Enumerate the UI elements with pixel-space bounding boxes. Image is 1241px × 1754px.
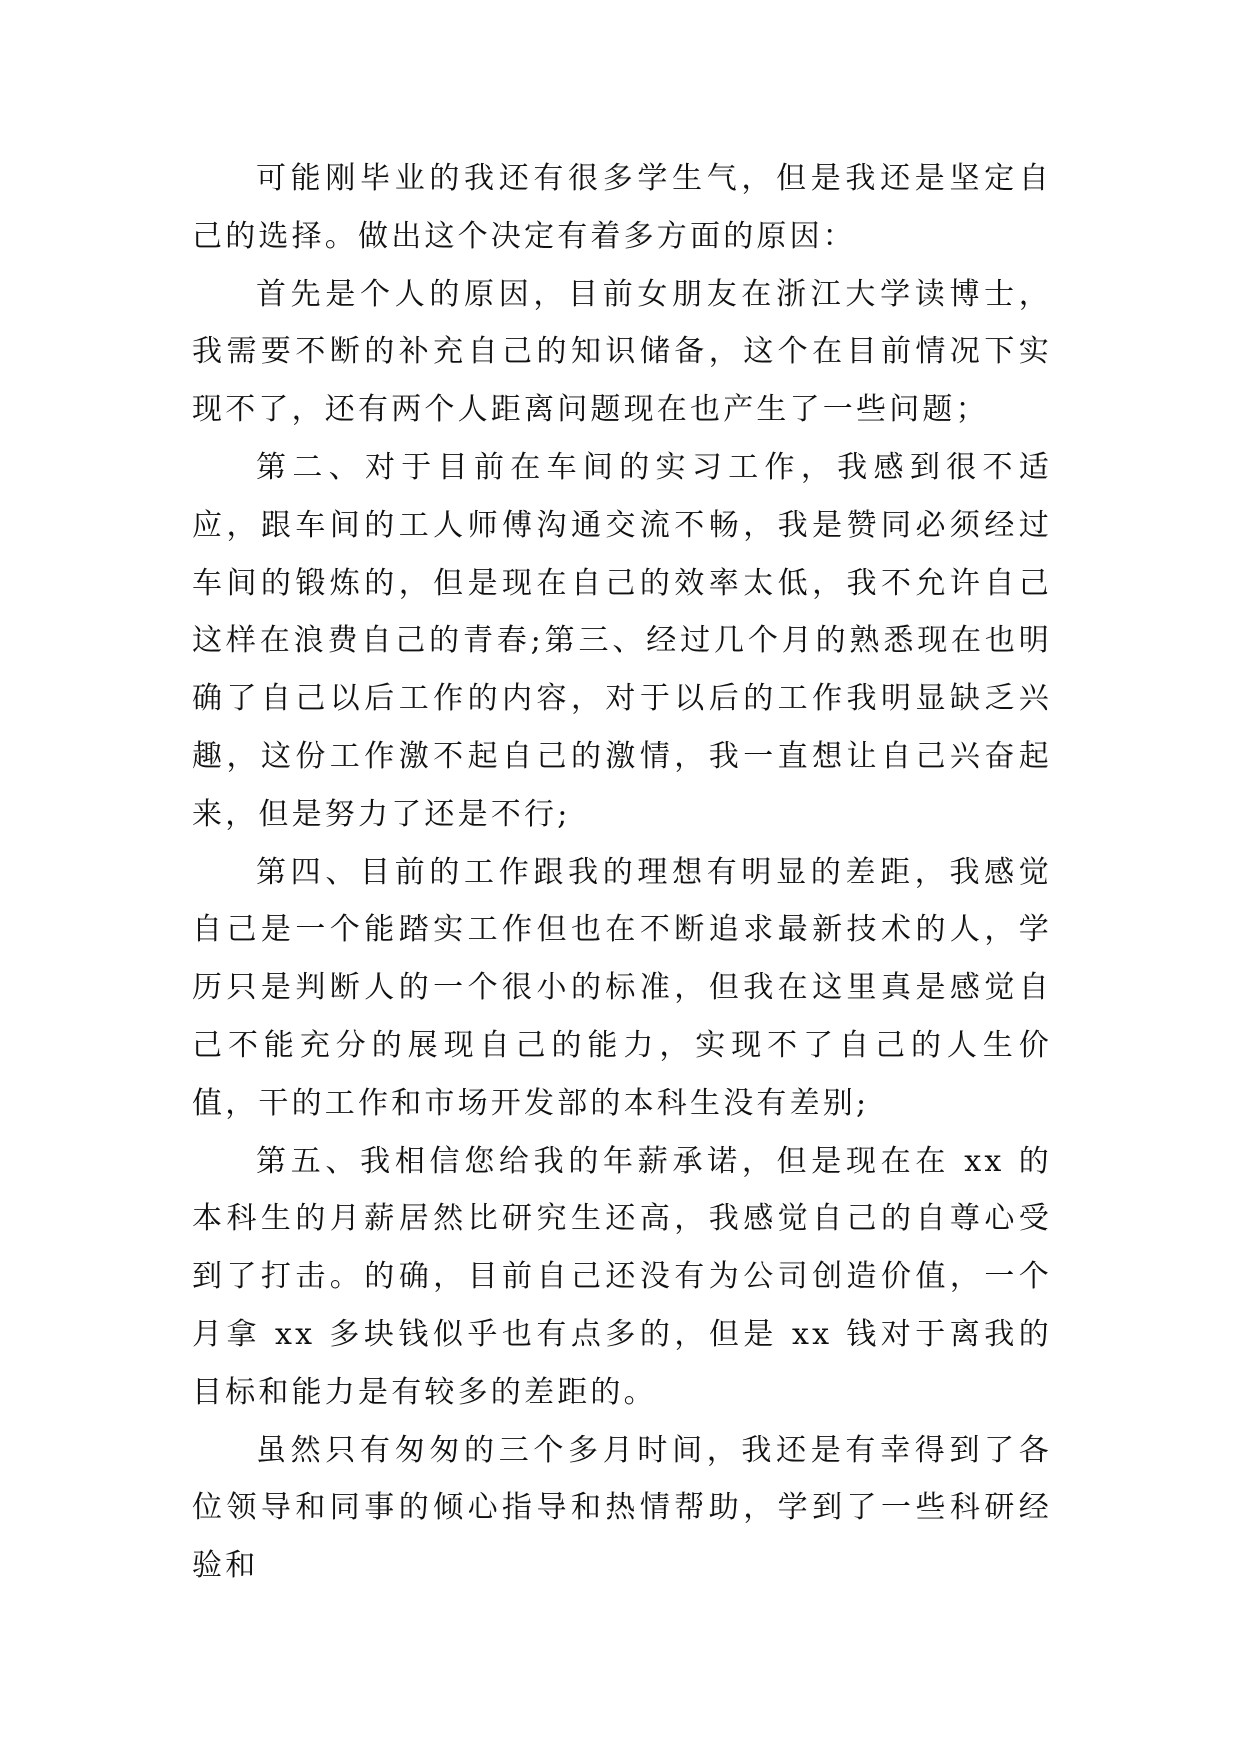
paragraph-3: 第二、对于目前在车间的实习工作，我感到很不适应，跟车间的工人师傅沟通交流不畅，我是赞同必须经过车间的锻炼的，但是现在自己的效率太低，我不允许自己这样在浪费自己的青春;第三、经过几个月的熟悉现在也明确了自己以后工作的内容，对于以后的工作我明显缺乏兴趣，这份工作激不起自己的激情，我一直想让自己兴奋起来，但是努力了还是不行; [192,449,1052,832]
document-body [192,150,1052,1595]
paragraph-2: 首先是个人的原因，目前女朋友在浙江大学读博士，我需要不断的补充自己的知识储备，这个在目前情况下实现不了，还有两个人距离问题现在也产生了一些问题； [192,276,1052,428]
paragraph-1: 可能刚毕业的我还有很多学生气，但是我还是坚定自己的选择。做出这个决定有着多方面的原因： [192,161,1052,254]
paragraph-5: 第五、我相信您给我的年薪承诺，但是现在在 xx 的本科生的月薪居然比研究生还高，我感觉自己的自尊心受到了打击。的确，目前自己还没有为公司创造价值，一个月拿 xx 多块钱似乎也有点多的，但是 xx 钱对于离我的目标和能力是有较多的差距的。 [192,1143,1052,1410]
paragraph-6: 虽然只有匆匆的三个多月时间，我还是有幸得到了各位领导和同事的倾心指导和热情帮助，学到了一些科研经验和 [192,1432,1052,1584]
paragraph-4: 第四、目前的工作跟我的理想有明显的差距，我感觉自己是一个能踏实工作但也在不断追求最新技术的人，学历只是判断人的一个很小的标准，但我在这里真是感觉自己不能充分的展现自己的能力，实现不了自己的人生价值，干的工作和市场开发部的本科生没有差别; [192,854,1052,1121]
